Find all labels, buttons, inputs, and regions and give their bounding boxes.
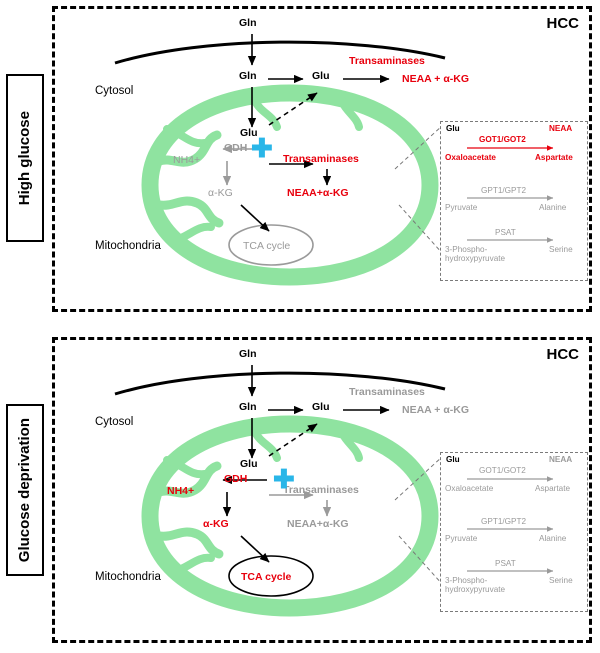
label-transaminases-cytosol: Transaminases (349, 55, 425, 67)
label-nh4: NH4+ (173, 154, 201, 166)
label-akg: α-KG (208, 187, 233, 199)
inset-bottom-enzyme-got: GOT1/GOT2 (479, 466, 526, 475)
label-mitochondria: Mitochondria (95, 240, 161, 252)
inset-top-row1-right: Alanine (539, 203, 567, 212)
side-label-text: High glucose (16, 110, 34, 206)
transaminases-block-marker-icon: ✚ (273, 464, 295, 494)
inset-transaminase-reactions-bottom (440, 452, 588, 612)
inset-top-row0-left: Oxaloacetate (445, 153, 496, 162)
inset-transaminase-reactions-top (440, 121, 588, 281)
inset-bottom-glu: Glu (446, 455, 460, 464)
label-tca-cycle-b: TCA cycle (241, 571, 292, 583)
label-tca-cycle: TCA cycle (243, 240, 291, 252)
label-nh4-b: NH4+ (167, 485, 195, 497)
label-mitochondria-b: Mitochondria (95, 571, 161, 583)
label-gln-top-b: Gln (239, 348, 257, 360)
inset-bottom-row0-left: Oxaloacetate (445, 484, 494, 493)
panel-side-label-high-glucose (6, 74, 44, 242)
inset-top-enzyme-psat: PSAT (495, 228, 516, 237)
inset-bottom-row1-right: Alanine (539, 534, 567, 543)
label-gdh: GDH (224, 142, 248, 154)
label-glu-mito-b: Glu (240, 458, 258, 470)
panel-glucose-deprivation (52, 337, 592, 643)
inset-bottom-row2-left: 3-Phospho-hydroxypyruvate (445, 576, 506, 595)
label-neaa-akg-mito: NEAA+α-KG (287, 187, 349, 199)
gdh-block-marker-icon: ✚ (251, 133, 273, 163)
label-neaa-akg-mito-b: NEAA+α-KG (287, 518, 349, 530)
side-label-text-bottom: Glucose deprivation (16, 417, 34, 563)
label-neaa-akg-cytosol: NEAA + α-KG (402, 73, 470, 85)
label-transaminases-mito: Transaminases (283, 153, 359, 165)
inset-top-row0-right: Aspartate (535, 153, 573, 162)
label-transaminases-mito-b: Transaminases (283, 484, 359, 496)
inset-bottom-row0-right: Aspartate (535, 484, 571, 493)
inset-top-enzyme-got: GOT1/GOT2 (479, 135, 526, 144)
inset-bottom-row1-left: Pyruvate (445, 534, 478, 543)
label-cytosol-b: Cytosol (95, 416, 134, 428)
label-glu-mito: Glu (240, 127, 258, 139)
inset-bottom-enzyme-gpt: GPT1/GPT2 (481, 517, 527, 526)
inset-bottom-enzyme-psat: PSAT (495, 559, 516, 568)
inset-top-row1-left: Pyruvate (445, 203, 478, 212)
panel-side-label-glucose-deprivation (6, 404, 44, 576)
inset-top-glu: Glu (446, 124, 460, 133)
label-cytosol: Cytosol (95, 85, 134, 97)
inset-top-enzyme-gpt: GPT1/GPT2 (481, 186, 527, 195)
inset-bottom-neaa: NEAA (549, 455, 573, 464)
label-neaa-akg-cytosol-b: NEAA + α-KG (402, 404, 470, 416)
inset-bottom-row2-right: Serine (549, 576, 573, 585)
label-glu-cytosol: Glu (312, 70, 330, 82)
panel-high-glucose (52, 6, 592, 312)
label-gdh-b: GDH (224, 473, 248, 485)
hcc-label-bottom: HCC (546, 346, 579, 363)
label-gln-cytosol: Gln (239, 70, 257, 82)
hcc-label-top: HCC (546, 15, 579, 32)
label-gln-top: Gln (239, 17, 257, 29)
label-transaminases-cytosol-b: Transaminases (349, 386, 425, 398)
label-akg-b: α-KG (203, 518, 229, 530)
inset-top-row2-left: 3-Phospho-hydroxypyruvate (445, 245, 506, 264)
label-gln-cytosol-b: Gln (239, 401, 257, 413)
inset-top-neaa: NEAA (549, 124, 573, 133)
label-glu-cytosol-b: Glu (312, 401, 330, 413)
inset-top-row2-right: Serine (549, 245, 573, 254)
